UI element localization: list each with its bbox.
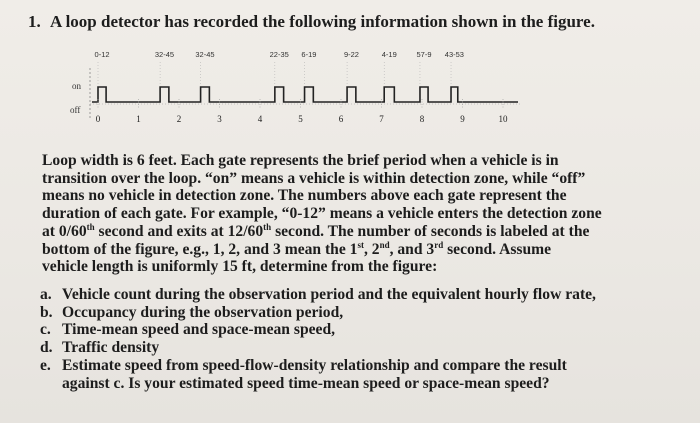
line6-sup-1: st xyxy=(357,239,364,250)
second-tick-label: 2 xyxy=(176,114,182,124)
gate-label: 43-53 xyxy=(444,50,464,59)
part-text-continued: against c. Is your estimated speed time-mean speed or space-mean speed? xyxy=(62,374,550,392)
line6-part-b: , 2 xyxy=(363,240,380,258)
second-tick-label: 9 xyxy=(460,114,465,124)
line5-part-b: second and exits at 12/60 xyxy=(94,222,264,240)
line5-part-a: at 0/60 xyxy=(42,222,87,240)
second-tick-label: 1 xyxy=(136,114,141,124)
question-parts-list xyxy=(40,286,680,392)
line6-sup-3: rd xyxy=(434,239,444,250)
line6-part-c: , and 3 xyxy=(389,240,435,258)
loop-detector-signal-diagram xyxy=(60,40,530,140)
line6-part-d: second. Assume xyxy=(443,240,552,258)
description-line-1: Loop width is 6 feet. Each gate represents the brief period when a vehicle is in xyxy=(42,152,559,169)
second-tick-label: 6 xyxy=(338,114,344,124)
description-line-3: means no vehicle in detection zone. The numbers above each gate represent the xyxy=(42,187,567,205)
description-line-6 xyxy=(42,241,654,259)
part-d xyxy=(40,339,680,357)
second-tick-label: 4 xyxy=(257,114,263,124)
part-b xyxy=(40,304,680,322)
part-c xyxy=(40,321,680,339)
part-a xyxy=(40,286,680,304)
part-e xyxy=(40,357,680,392)
second-tick-label: 0 xyxy=(95,114,101,124)
line6-sup-2: nd xyxy=(379,239,390,250)
loop-detector-figure xyxy=(60,40,530,140)
gate-label: 32-45 xyxy=(154,50,175,59)
second-tick-label: 10 xyxy=(498,114,508,124)
description-line-7: vehicle length is uniformly 15 ft, determine from the figure: xyxy=(42,258,438,276)
part-letter: d. xyxy=(40,339,53,357)
part-letter: e. xyxy=(40,356,51,374)
part-letter: a. xyxy=(40,286,52,303)
line6-part-a: bottom of the figure, e.g., 1, 2, and 3 mean the 1 xyxy=(42,240,358,258)
description-line-2: transition over the loop. “on” means a vehicle is within detection zone, while “off” xyxy=(42,169,586,187)
problem-description xyxy=(42,152,654,276)
question-title xyxy=(28,12,595,32)
off-state-label: off xyxy=(70,105,81,115)
gate-label: 57-9 xyxy=(416,50,432,59)
line5-sup-1: th xyxy=(86,221,95,232)
gate-label: 9-22 xyxy=(343,50,359,59)
part-letter: b. xyxy=(40,303,53,321)
gate-label: 22-35 xyxy=(269,50,289,59)
description-line-5 xyxy=(42,223,654,241)
part-text: Estimate speed from speed-flow-density relationship and compare the result xyxy=(62,356,567,374)
second-tick-label: 5 xyxy=(298,114,303,124)
second-tick-label: 3 xyxy=(217,114,222,124)
part-letter: c. xyxy=(40,321,51,339)
on-state-label: on xyxy=(72,81,81,91)
part-text: Traffic density xyxy=(62,339,160,357)
gate-label: 32-45 xyxy=(195,50,215,59)
question-number: 1. xyxy=(28,12,41,31)
gate-label: 6-19 xyxy=(301,50,317,59)
part-text: Time-mean speed and space-mean speed, xyxy=(62,321,336,339)
second-tick-label: 7 xyxy=(379,114,384,124)
description-line-4: duration of each gate. For example, “0-12” means a vehicle enters the detection zone xyxy=(42,205,602,223)
second-tick-label: 8 xyxy=(419,114,425,124)
part-text: Occupancy during the observation period, xyxy=(62,303,344,321)
detector-signal-trace xyxy=(92,87,518,102)
question-title-text: A loop detector has recorded the following information shown in the figure. xyxy=(50,12,595,31)
line5-part-c: second. The number of seconds is labeled at the xyxy=(271,222,590,240)
part-text: Vehicle count during the observation period and the equivalent hourly flow rate, xyxy=(62,286,596,303)
line5-sup-2: th xyxy=(263,221,272,232)
gate-label: 4-19 xyxy=(381,50,397,59)
gate-label: 0-12 xyxy=(94,50,110,59)
